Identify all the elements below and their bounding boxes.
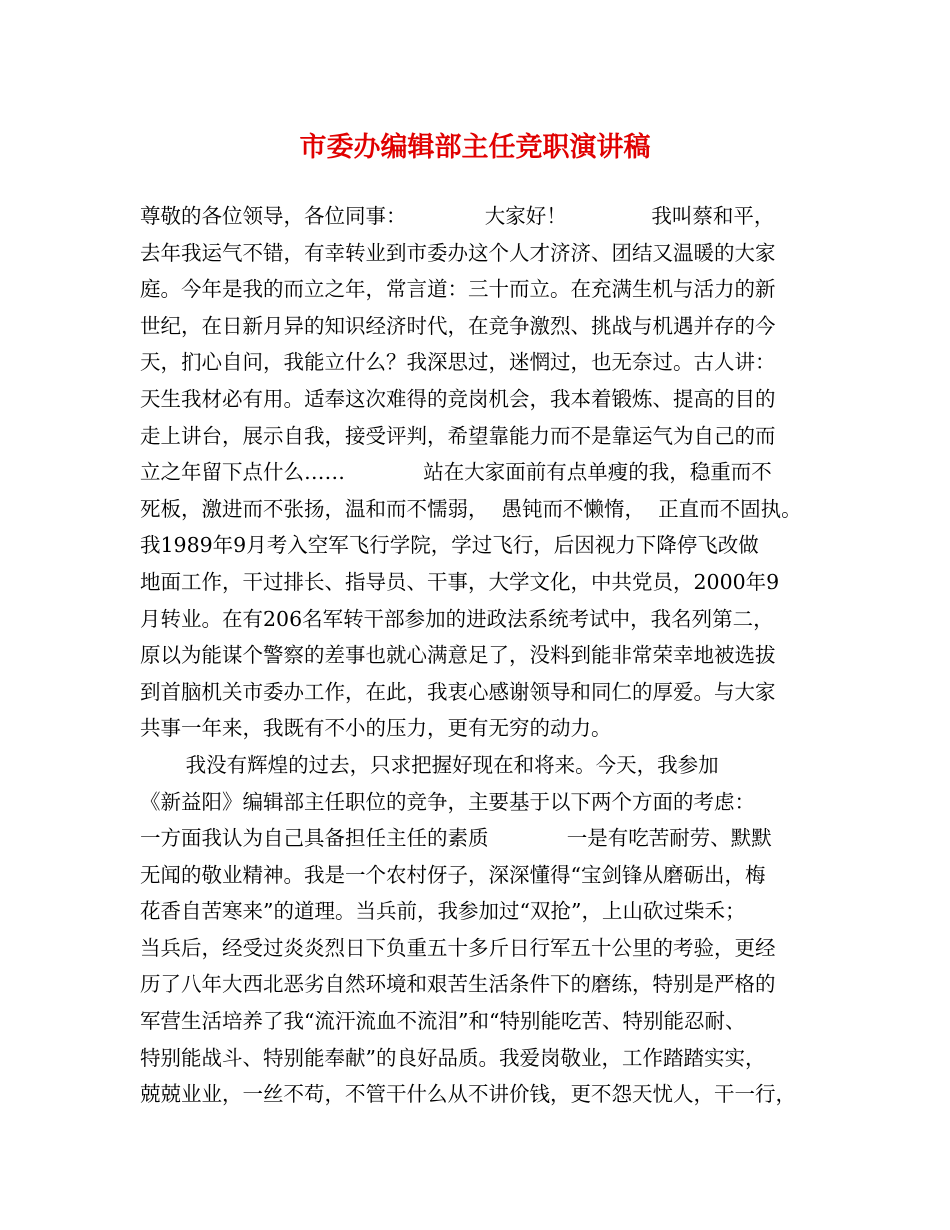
body-line: 立之年留下点什么…… 站在大家面前有点单瘦的我，稳重而不 bbox=[140, 460, 772, 485]
body-line: 花香自苦寒来”的道理。当兵前，我参加过“双抢”，上山砍过柴禾； bbox=[140, 899, 746, 924]
body-line: 原以为能谋个警察的差事也就心满意足了，没料到能非常荣幸地被选拔 bbox=[140, 643, 776, 668]
body-line: 世纪，在日新月异的知识经济时代，在竞争激烈、挑战与机遇并存的今 bbox=[140, 313, 776, 338]
body-line: 军营生活培养了我“流汗流血不流泪”和“特别能吃苦、特别能忍耐、 bbox=[140, 1009, 746, 1034]
body-line: 庭。今年是我的而立之年，常言道：三十而立。在充满生机与活力的新 bbox=[140, 277, 776, 302]
body-line: 去年我运气不错，有幸转业到市委办这个人才济济、团结又温暖的大家 bbox=[140, 240, 776, 265]
body-line: 天生我材必有用。适奉这次难得的竞岗机会，我本着锻炼、提高的目的 bbox=[140, 386, 776, 411]
body-line: 尊敬的各位领导，各位同事： 大家好！ 我叫蔡和平， bbox=[140, 204, 775, 228]
body-line: 走上讲台，展示自我，接受评判，希望靠能力而不是靠运气为自己的而 bbox=[140, 423, 776, 448]
body-line: 兢兢业业，一丝不苟，不管干什么从不讲价钱，更不怨天忧人，干一行， bbox=[140, 1082, 796, 1107]
body-line: 我1989年9月考入空军飞行学院，学过飞行，后因视力下降停飞改做 bbox=[140, 533, 759, 558]
body-line: 我没有辉煌的过去，只求把握好现在和将来。今天，我参加 bbox=[140, 752, 719, 777]
body-line: 当兵后，经受过炎炎烈日下负重五十多斤日行军五十公里的考验，更经 bbox=[140, 935, 776, 960]
body-line: 共事一年来，我既有不小的压力，更有无穷的动力。 bbox=[140, 716, 612, 741]
body-line: 地面工作，干过排长、指导员、干事，大学文化，中共党员，2000年9 bbox=[140, 569, 780, 594]
body-line: 一方面我认为自己具备担任主任的素质 一是有吃苦耐劳、默默 bbox=[140, 826, 772, 851]
body-line: 《新益阳》编辑部主任职位的竞争，主要基于以下两个方面的考虑： bbox=[140, 789, 755, 814]
body-line: 历了八年大西北恶劣自然环境和艰苦生活条件下的磨练，特别是严格的 bbox=[140, 972, 776, 997]
body-line: 无闻的敬业精神。我是一个农村伢子，深深懂得“宝剑锋从磨砺出，梅 bbox=[140, 862, 766, 887]
body-line: 特别能战斗、特别能奉献”的良好品质。我爱岗敬业，工作踏踏实实， bbox=[140, 1045, 766, 1070]
body-line: 死板，激进而不张扬，温和而不懦弱， 愚钝而不懒惰， 正直而不固执。 bbox=[140, 496, 802, 521]
body-line: 天，扪心自问，我能立什么？我深思过，迷惘过，也无奈过。古人讲： bbox=[140, 350, 776, 375]
document-body bbox=[140, 198, 830, 1113]
body-line: 到首脑机关市委办工作，在此，我衷心感谢领导和同仁的厚爱。与大家 bbox=[140, 679, 776, 704]
document-title: 市委办编辑部主任竞职演讲稿 bbox=[299, 132, 651, 163]
body-line: 月转业。在有206名军转干部参加的进政法系统考试中，我名列第二， bbox=[140, 606, 774, 631]
